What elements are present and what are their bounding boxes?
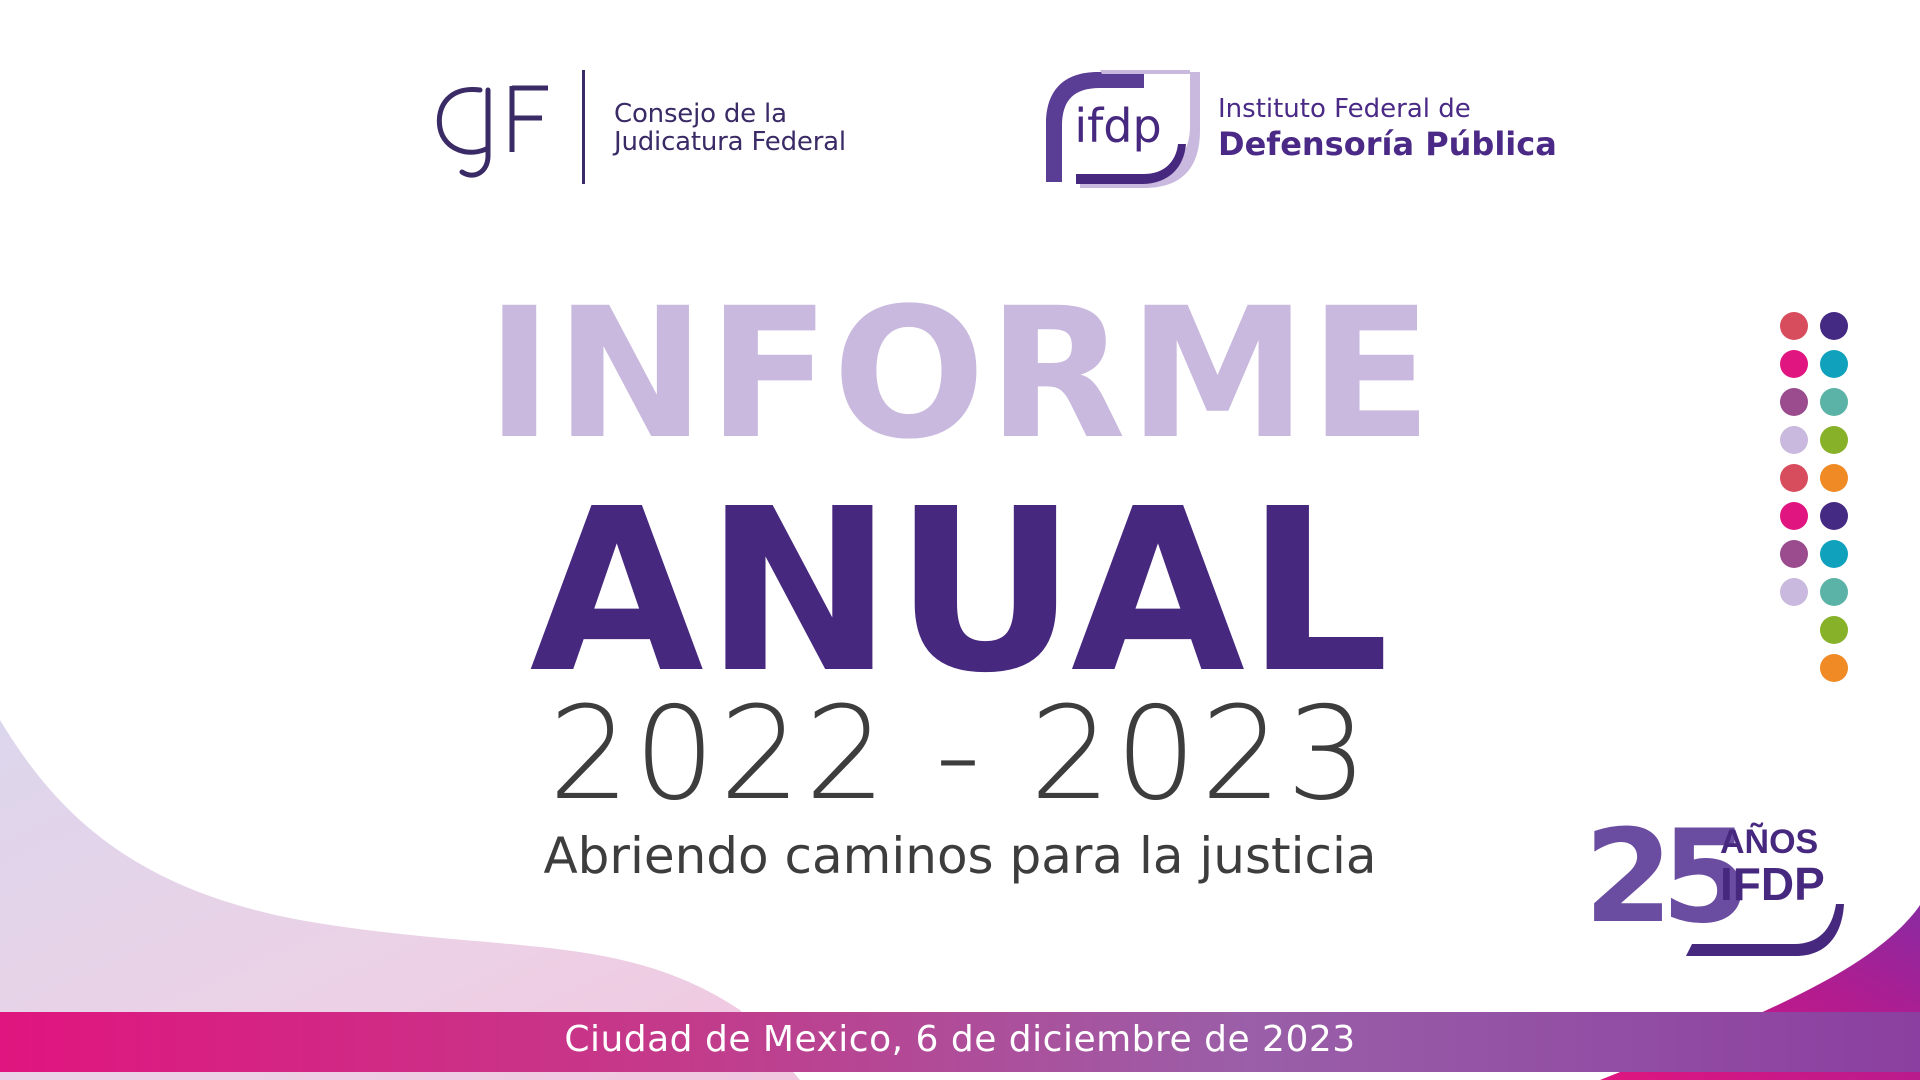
- decorative-dots: [1780, 312, 1850, 682]
- title-anual: ANUAL: [529, 461, 1391, 723]
- cjf-divider: [582, 70, 585, 184]
- title-years: 2022 - 2023: [548, 680, 1372, 829]
- dot: [1820, 540, 1848, 568]
- dot: [1780, 464, 1808, 492]
- title-informe: INFORME: [485, 270, 1435, 479]
- dot: [1780, 502, 1808, 530]
- cjf-monogram: [430, 76, 560, 186]
- cjf-name-line1: Consejo de la: [614, 99, 787, 129]
- ifdp-name: [1218, 94, 1557, 164]
- anniversary-number: 25: [1584, 803, 1739, 952]
- dot: [1820, 350, 1848, 378]
- dot: [1780, 388, 1808, 416]
- dot: [1780, 350, 1808, 378]
- ifdp-name-line1: Instituto Federal de: [1218, 94, 1471, 124]
- dot: [1820, 388, 1848, 416]
- dot: [1820, 426, 1848, 454]
- dot: [1820, 616, 1848, 644]
- dot: [1780, 578, 1808, 606]
- cjf-name: [614, 100, 846, 156]
- dot: [1820, 464, 1848, 492]
- dot: [1820, 502, 1848, 530]
- anniversary-label-anos: AÑOS: [1720, 823, 1819, 861]
- dot: [1820, 654, 1848, 682]
- dot: [1780, 312, 1808, 340]
- ifdp-monogram: ifdp: [1074, 99, 1162, 153]
- anniversary-badge: [1580, 803, 1860, 958]
- dot: [1820, 578, 1848, 606]
- title-tagline: Abriendo caminos para la justicia: [543, 827, 1377, 885]
- cjf-name-line2: Judicatura Federal: [614, 127, 846, 157]
- ifdp-name-line2: Defensoría Pública: [1218, 125, 1557, 163]
- dot: [1820, 312, 1848, 340]
- ifdp-emblem: [1040, 64, 1200, 192]
- anniversary-label-ifdp: IFDP: [1720, 858, 1825, 910]
- dot: [1780, 540, 1808, 568]
- dot: [1780, 426, 1808, 454]
- footer-date-location: Ciudad de Mexico, 6 de diciembre de 2023: [564, 1019, 1356, 1060]
